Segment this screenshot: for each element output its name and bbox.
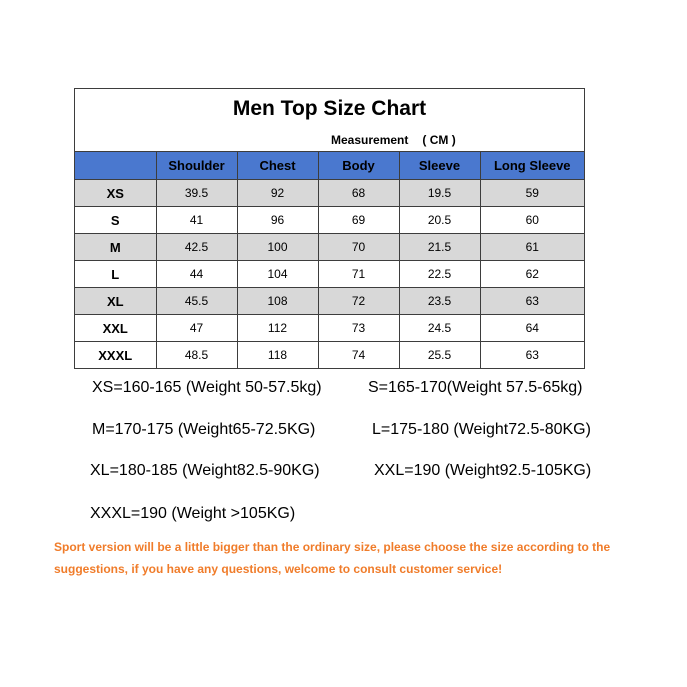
size-cell: M [75,234,156,261]
chart-header [75,89,584,152]
table-cell: 24.5 [399,315,480,342]
table-cell: 20.5 [399,207,480,234]
size-cell: S [75,207,156,234]
sport-version-note: Sport version will be a little bigger than the ordinary size, please choose the size according to the suggestions, if you have any questions, welcome to consult customer service! [54,540,611,576]
table-cell: 72 [318,288,399,315]
size-table [75,152,584,368]
size-cell: L [75,261,156,288]
table-cell: 22.5 [399,261,480,288]
chart-title: Men Top Size Chart [232,97,427,120]
size-cell: XXL [75,315,156,342]
table-cell: 69 [318,207,399,234]
table-cell: 47 [156,315,237,342]
measurement-text: Measurement [331,133,409,147]
table-cell: 25.5 [399,342,480,369]
table-row [75,288,584,315]
table-cell: 60 [480,207,584,234]
table-cell: 108 [237,288,318,315]
weight-line-xxxl: XXXL=190 (Weight >105KG) [90,505,296,522]
column-header [75,152,156,180]
weight-line-xs: XS=160-165 (Weight 50-57.5kg) [92,379,322,396]
table-cell: 41 [156,207,237,234]
column-header: Sleeve [399,152,480,180]
table-cell: 21.5 [399,234,480,261]
table-cell: 74 [318,342,399,369]
table-cell: 118 [237,342,318,369]
table-cell: 112 [237,315,318,342]
table-header-row [75,152,584,180]
table-cell: 68 [318,180,399,207]
table-cell: 61 [480,234,584,261]
table-cell: 92 [237,180,318,207]
table-row [75,261,584,288]
size-chart [74,88,585,369]
column-header: Shoulder [156,152,237,180]
table-cell: 19.5 [399,180,480,207]
table-cell: 39.5 [156,180,237,207]
size-cell: XXXL [75,342,156,369]
weight-line-l: L=175-180 (Weight72.5-80KG) [372,421,591,438]
table-cell: 96 [237,207,318,234]
table-cell: 73 [318,315,399,342]
table-cell: 63 [480,288,584,315]
table-row [75,315,584,342]
measurement-unit: ( CM ) [422,133,456,147]
table-cell: 64 [480,315,584,342]
table-cell: 44 [156,261,237,288]
table-row [75,342,584,369]
table-cell: 23.5 [399,288,480,315]
table-cell: 48.5 [156,342,237,369]
table-cell: 62 [480,261,584,288]
size-cell: XS [75,180,156,207]
column-header: Chest [237,152,318,180]
size-cell: XL [75,288,156,315]
column-header: Long Sleeve [480,152,584,180]
table-cell: 42.5 [156,234,237,261]
weight-line-m: M=170-175 (Weight65-72.5KG) [92,421,316,438]
table-cell: 59 [480,180,584,207]
table-cell: 70 [318,234,399,261]
weight-line-xl: XL=180-185 (Weight82.5-90KG) [90,462,320,479]
measurement-label [331,133,456,147]
weight-line-xxl: XXL=190 (Weight92.5-105KG) [374,462,592,479]
table-cell: 63 [480,342,584,369]
weight-line-s: S=165-170(Weight 57.5-65kg) [368,379,583,396]
table-cell: 100 [237,234,318,261]
table-cell: 45.5 [156,288,237,315]
table-cell: 71 [318,261,399,288]
column-header: Body [318,152,399,180]
table-row [75,207,584,234]
table-cell: 104 [237,261,318,288]
table-row [75,180,584,207]
table-row [75,234,584,261]
